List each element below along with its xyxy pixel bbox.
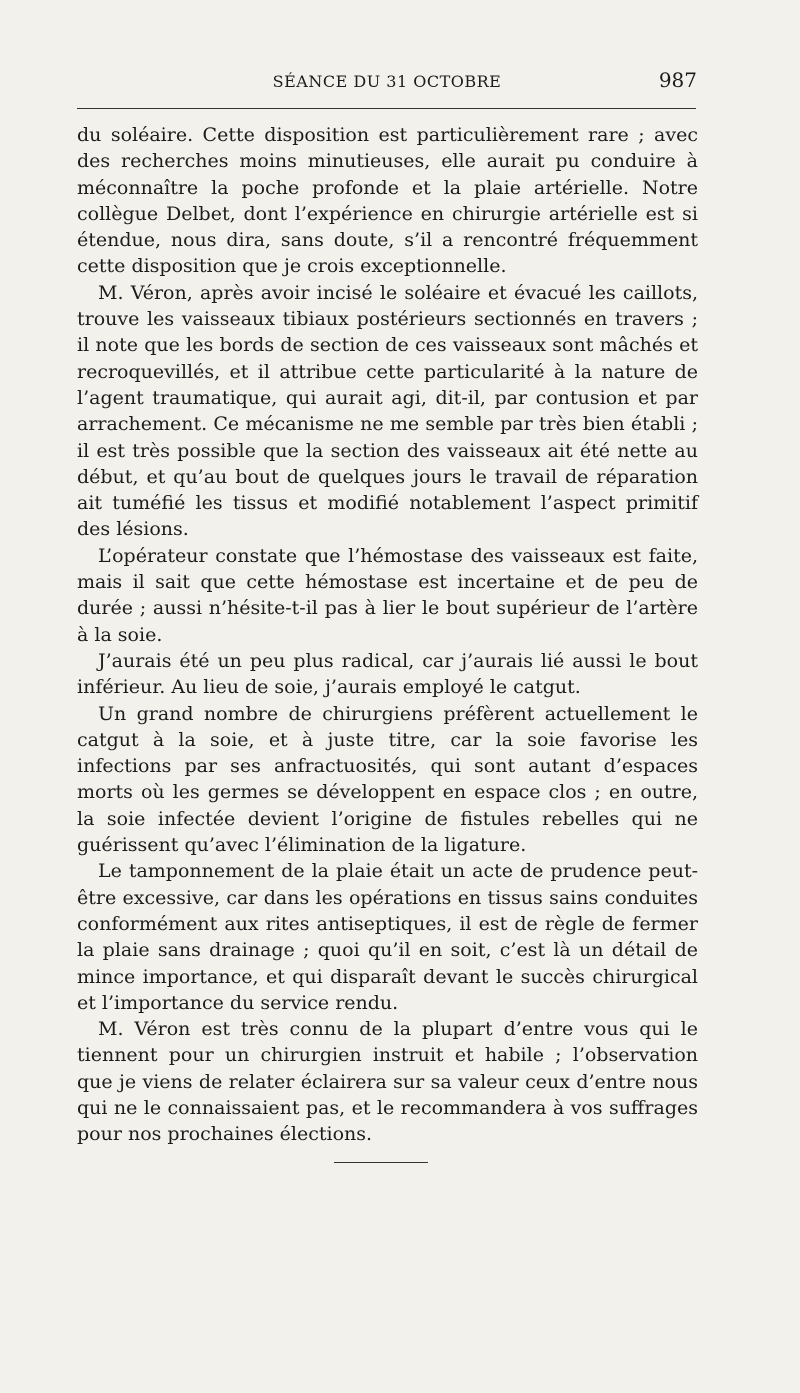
paragraph: M. Véron est très connu de la plupart d’entre vous qui le tiennent pour un chirurgien instruit et habile ; l’observation que je viens de relater éclairera sur sa valeur ceux d’entre nous qui ne le connaissaient pas, et le recommandera à vos suffrages pour nos prochaines élections. (77, 1018, 698, 1146)
header-title: SÉANCE DU 31 OCTOBRE (272, 72, 502, 91)
paragraph: L’opérateur constate que l’hémostase des vaisseaux est faite, mais il sait que cette hémostase est incertaine et de peu de durée ; aussi n’hésite-t-il pas à lier le bout supérieur de l’artère à la soie. (77, 544, 698, 646)
page-number: 987 (658, 68, 697, 92)
running-header (77, 64, 697, 98)
paragraph: du soléaire. Cette disposition est particulièrement rare ; avec des recherches moins minutieuses, elle aurait pu conduire à méconnaître la poche profonde et la plaie artérielle. Notre collègue Delbet, dont l’expérience en chirurgie artérielle est si étendue, nous dira, sans doute, s’il a rencontré fréquemment cette disposition que je crois exceptionnelle. (77, 124, 698, 278)
paragraph: Le tamponnement de la plaie était un acte de prudence peut-être excessive, car dans les opérations en tissus sains conduites conformément aux rites antiseptiques, il est de règle de fermer la plaie sans drainage ; quoi qu’il en soit, c’est là un détail de mince importance, et qui disparaît devant le succès chirurgical et l’importance du service rendu. (77, 860, 698, 1014)
body-text (77, 122, 698, 1148)
paragraph: J’aurais été un peu plus radical, car j’aurais lié aussi le bout inférieur. Au lieu de soie, j’aurais employé le catgut. (77, 649, 698, 699)
section-end-divider (334, 1162, 428, 1163)
paragraph: M. Véron, après avoir incisé le soléaire et évacué les caillots, trouve les vaisseaux tibiaux postérieurs sectionnés en travers ; il note que les bords de section de ces vaisseaux sont mâchés et recroquevillés, et il attribue cette particularité à la nature de l’agent traumatique, qui aurait agi, dit-il, par contusion et par arrachement. Ce mécanisme ne me semble par très bien établi ; il est très possible que la section des vaisseaux ait été nette au début, et qu’au bout de quelques jours le travail de réparation ait tuméfié les tissus et modifié notablement l’aspect primitif des lésions. (77, 281, 698, 541)
header-divider (77, 108, 696, 109)
paragraph: Un grand nombre de chirurgiens préfèrent actuellement le catgut à la soie, et à juste titre, car la soie favorise les infections par ses anfractuosités, qui sont autant d’espaces morts où les germes se développent en espace clos ; en outre, la soie infectée devient l’origine de fistules rebelles qui ne guérissent qu’avec l’élimination de la ligature. (77, 702, 698, 857)
